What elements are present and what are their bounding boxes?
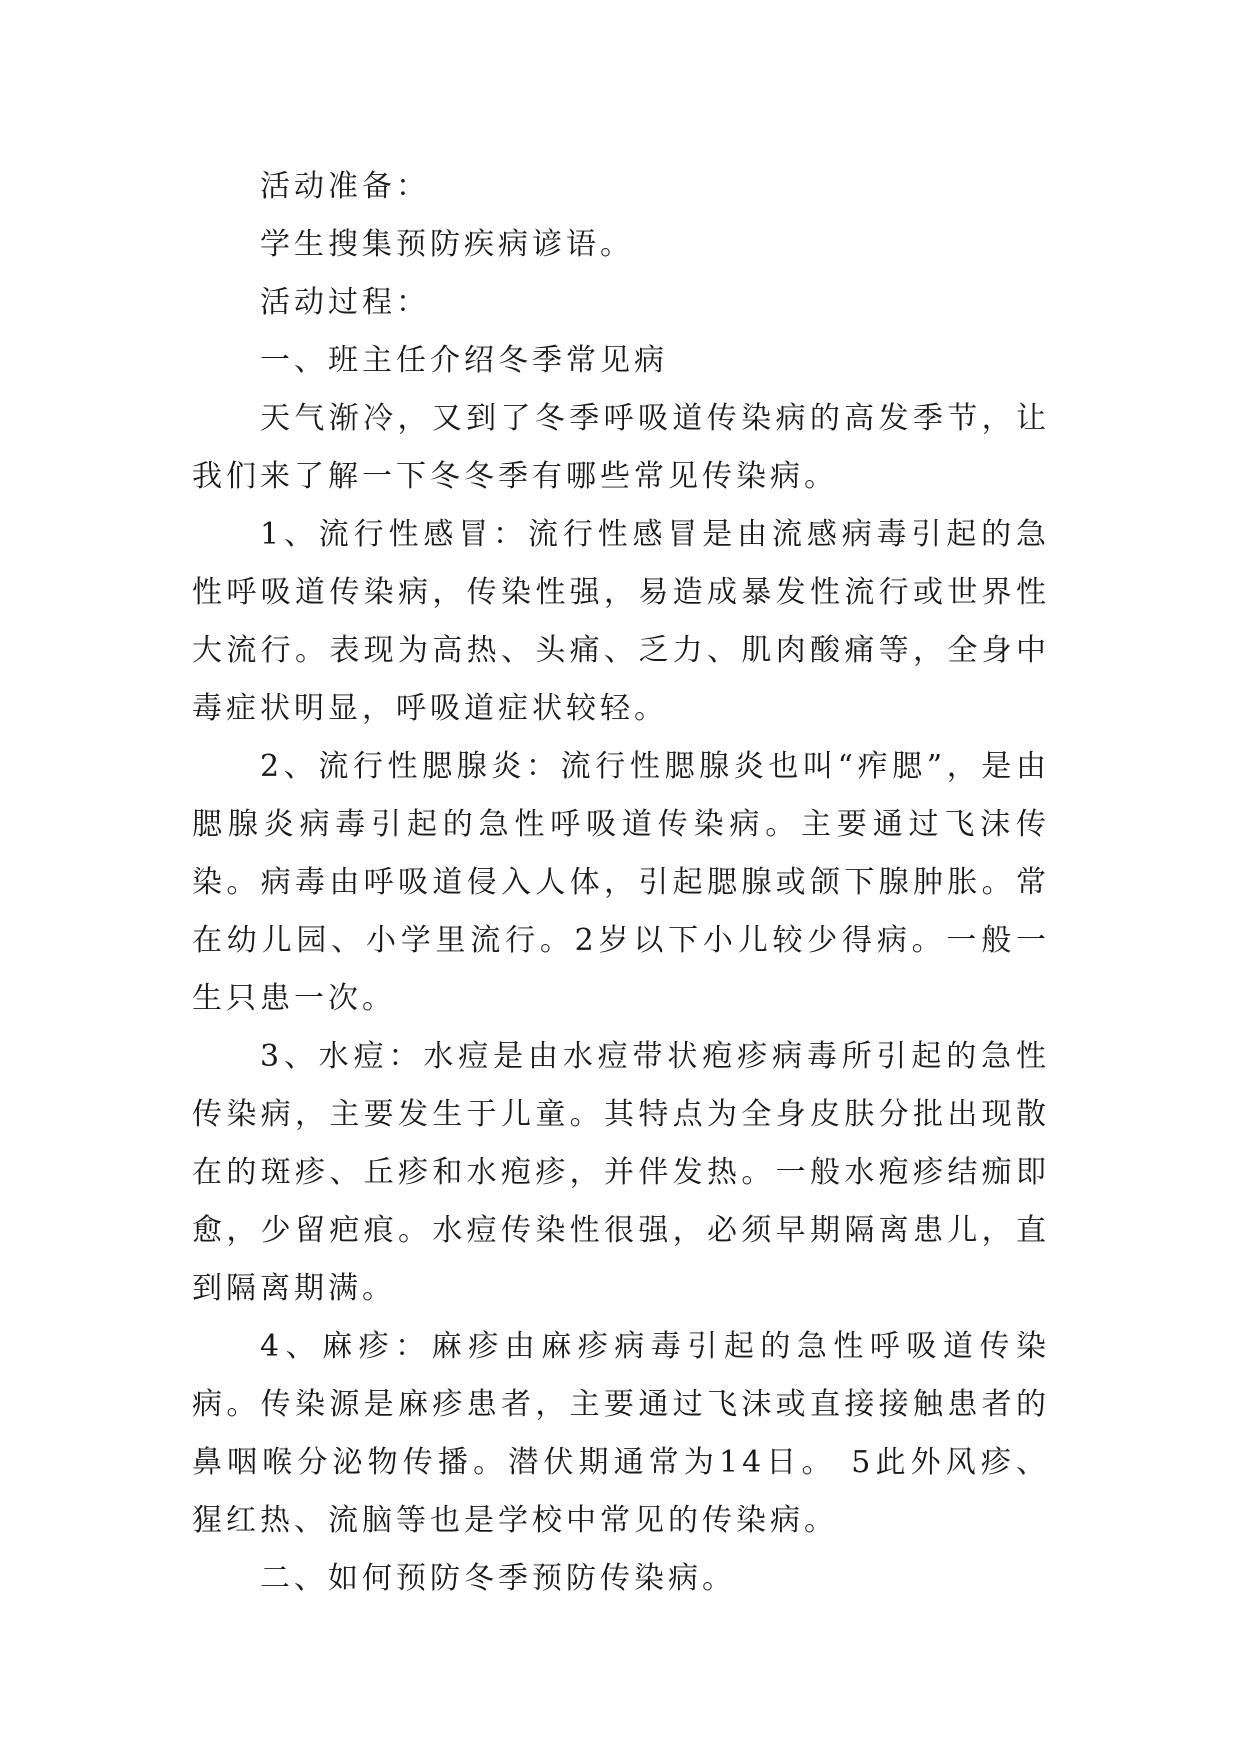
paragraph-measles: 4、麻疹：麻疹由麻疹病毒引起的急性呼吸道传染病。传染源是麻疹患者，主要通过飞沫或直接接触患者的鼻咽喉分泌物传播。潜伏期通常为14日。 5此外风疹、猩红热、流脑等也是学校中常见的传染病。 bbox=[192, 1329, 1050, 1538]
paragraph-section-two-heading: 二、如何预防冬季预防传染病。 bbox=[260, 1561, 736, 1596]
paragraph-introduction: 天气渐冷，又到了冬季呼吸道传染病的高发季节，让我们来了解一下冬冬季有哪些常见传染病。 bbox=[192, 401, 1050, 494]
paragraph-activity-preparation-heading: 活动准备： bbox=[260, 169, 430, 204]
paragraph-activity-process-heading: 活动过程： bbox=[260, 285, 430, 320]
document-body bbox=[192, 158, 1050, 1608]
paragraph-activity-preparation: 学生搜集预防疾病谚语。 bbox=[260, 227, 634, 262]
paragraph-influenza: 1、流行性感冒：流行性感冒是由流感病毒引起的急性呼吸道传染病，传染性强，易造成暴发性流行或世界性大流行。表现为高热、头痛、乏力、肌肉酸痛等，全身中毒症状明显，呼吸道症状较轻。 bbox=[192, 517, 1050, 726]
paragraph-section-one-heading: 一、班主任介绍冬季常见病 bbox=[260, 343, 668, 378]
paragraph-chickenpox: 3、水痘：水痘是由水痘带状疱疹病毒所引起的急性传染病，主要发生于儿童。其特点为全身皮肤分批出现散在的斑疹、丘疹和水疱疹，并伴发热。一般水疱疹结痂即愈，少留疤痕。水痘传染性很强，必须早期隔离患儿，直到隔离期满。 bbox=[192, 1039, 1050, 1306]
paragraph-mumps: 2、流行性腮腺炎：流行性腮腺炎也叫“痄腮”，是由腮腺炎病毒引起的急性呼吸道传染病。主要通过飞沫传染。病毒由呼吸道侵入人体，引起腮腺或颌下腺肿胀。常在幼儿园、小学里流行。2岁以下小儿较少得病。一般一生只患一次。 bbox=[192, 749, 1050, 1016]
